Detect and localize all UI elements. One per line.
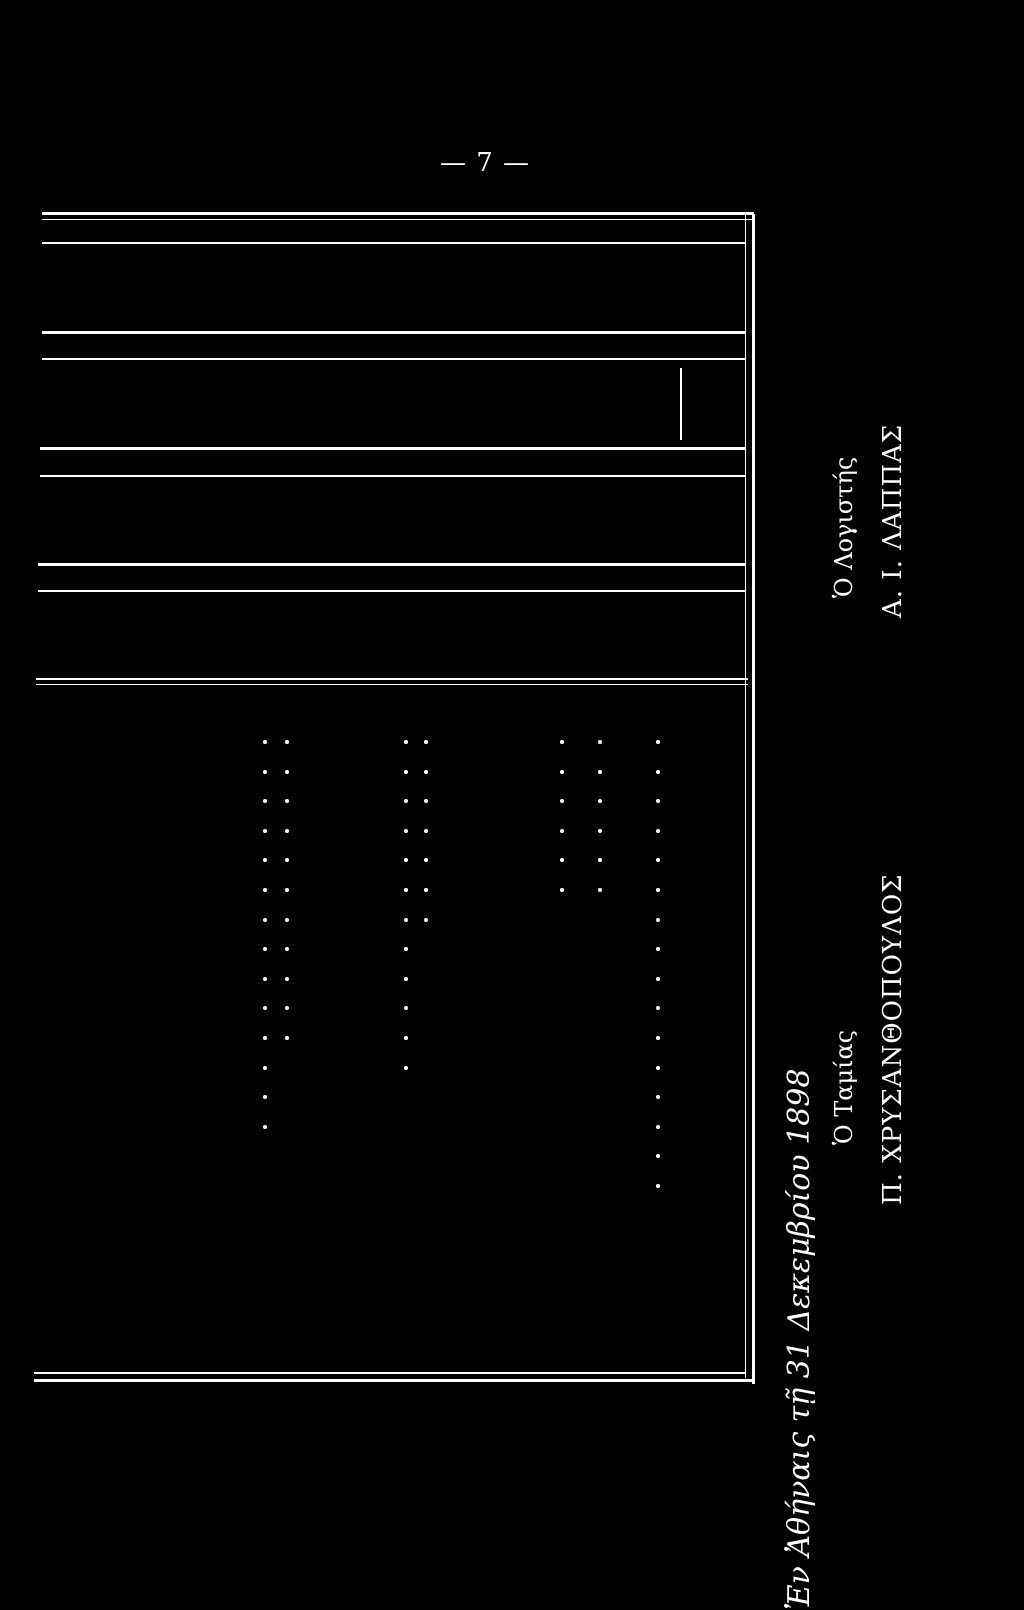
leader-dot [560,799,564,803]
leader-dot [404,1036,408,1040]
leader-dot [656,1036,660,1040]
leader-dot [263,918,267,922]
bracket-line [680,368,682,440]
leader-dot [263,858,267,862]
leader-dot [424,829,428,833]
leader-dot [285,829,289,833]
leader-dot [656,858,660,862]
leader-dot [656,1006,660,1010]
leader-dot [656,740,660,744]
leader-dot [560,740,564,744]
table-rule [36,678,748,680]
leader-dot [404,1006,408,1010]
leader-dot [263,799,267,803]
leader-dot [404,888,408,892]
leader-dot [285,918,289,922]
leader-dot [263,1006,267,1010]
leader-dot [656,947,660,951]
table-rule [40,447,746,450]
leader-dot [598,858,602,862]
leader-dot [560,829,564,833]
treasurer-name: Π. ΧΡΥΣΑΝΘΟΠΟΥΛΟΣ [878,873,908,1205]
leader-dot [404,947,408,951]
leader-dot [285,1036,289,1040]
leader-dot [285,740,289,744]
accountant-name: Α. Ι. ΛΑΠΠΑΣ [878,423,908,618]
place-date: Ἐν Ἀθήναις τῇ 31 Δεκεμβρίου 1898 [782,1068,817,1610]
leader-dot [263,829,267,833]
leader-dot [656,977,660,981]
leader-dot [656,1184,660,1188]
table-border-right-inner [745,214,746,1378]
leader-dot [404,829,408,833]
leader-dot [404,1066,408,1070]
leader-dot [656,1154,660,1158]
leader-dot [656,799,660,803]
table-rule [42,331,746,334]
leader-dot [285,977,289,981]
leader-dot [560,888,564,892]
table-rule [36,684,748,685]
leader-dot [656,829,660,833]
leader-dot [263,1036,267,1040]
leader-dot [404,740,408,744]
treasurer-role: Ὁ Ταμίας [830,1029,858,1145]
leader-dot [263,1095,267,1099]
leader-dot [263,770,267,774]
table-rule [42,242,746,244]
leader-dot [656,1066,660,1070]
leader-dot [598,888,602,892]
table-rule [40,475,746,477]
leader-dot [285,799,289,803]
leader-dot [263,888,267,892]
leader-dot [424,740,428,744]
leader-dot [404,918,408,922]
table-border-top [42,212,754,215]
leader-dot [656,918,660,922]
leader-dot [285,858,289,862]
leader-dot [560,858,564,862]
table-rule [42,358,746,360]
leader-dot [263,977,267,981]
leader-dot [656,888,660,892]
table-border-top-inner [42,219,752,220]
leader-dot [424,799,428,803]
accountant-role: Ὁ Λογιστής [830,456,858,598]
leader-dot [656,770,660,774]
leader-dot [598,770,602,774]
leader-dot [598,740,602,744]
leader-dot [404,977,408,981]
page-number: — 7 — [439,148,531,178]
leader-dot [424,770,428,774]
leader-dot [424,858,428,862]
leader-dot [263,1066,267,1070]
leader-dot [285,888,289,892]
leader-dot [560,770,564,774]
leader-dot [285,947,289,951]
table-border-bottom [34,1372,746,1374]
table-border-right-outer [752,214,755,1384]
leader-dot [598,799,602,803]
leader-dot [424,888,428,892]
leader-dot [263,947,267,951]
leader-dot [656,1125,660,1129]
table-rule [38,590,746,592]
leader-dot [656,1095,660,1099]
leader-dot [263,740,267,744]
table-border-bottom [34,1379,754,1382]
leader-dot [424,918,428,922]
leader-dot [404,770,408,774]
leader-dot [285,770,289,774]
leader-dot [263,1125,267,1129]
table-rule [38,563,746,566]
leader-dot [404,858,408,862]
leader-dot [285,1006,289,1010]
leader-dot [598,829,602,833]
leader-dot [404,799,408,803]
